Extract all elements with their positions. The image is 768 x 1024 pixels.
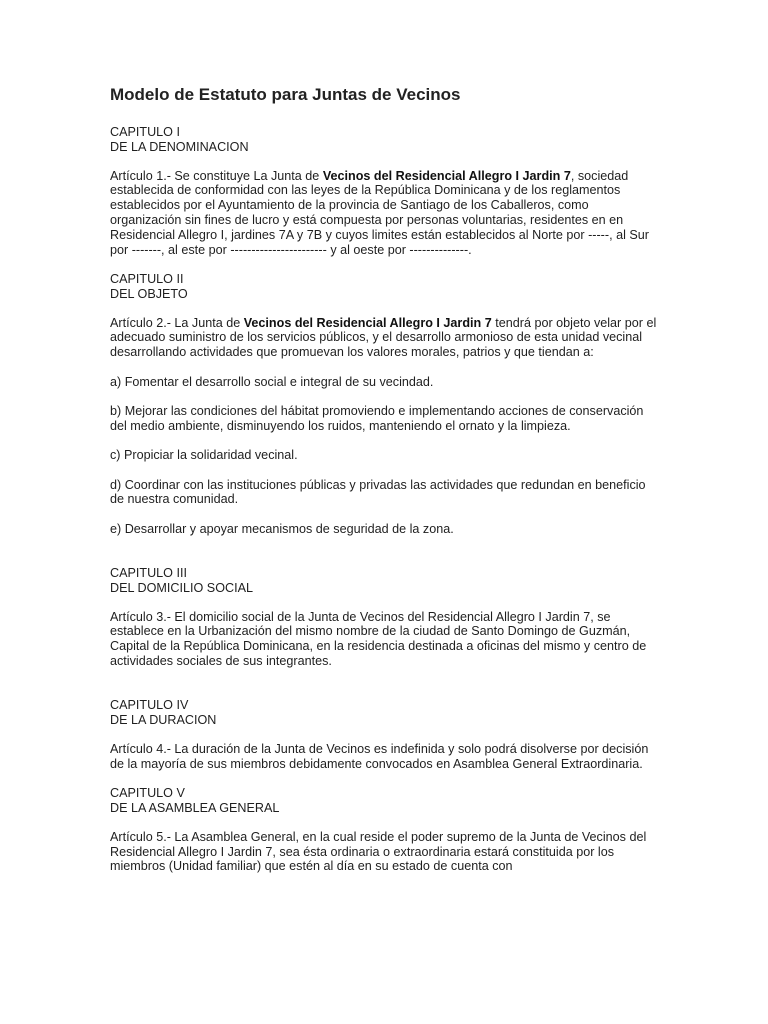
document-page (110, 84, 660, 889)
chapter-number: CAPITULO IV (110, 698, 189, 713)
article-2-rest: tendrá por objeto velar por el adecuado suministro de los servicios públicos, y el desarrollo armonioso de esta unidad vecinal desarrollando actividades que promuevan los valores morales, patrios y que tiendan a: (110, 315, 657, 360)
chapter-name: DE LA DURACION (110, 713, 217, 728)
chapter-name: DEL DOMICILIO SOCIAL (110, 580, 253, 595)
chapter-1-heading (110, 125, 660, 155)
spacer (110, 683, 660, 698)
list-item-d: d) Coordinar con las instituciones públicas y privadas las actividades que redundan en beneficio de nuestra comunidad. (110, 477, 646, 507)
chapter-name: DE LA DENOMINACION (110, 139, 249, 154)
list-item-e: e) Desarrollar y apoyar mecanismos de seguridad de la zona. (110, 521, 454, 536)
chapter-4-heading (110, 698, 660, 728)
article-2-intro: Artículo 2.- La Junta de (110, 315, 244, 330)
chapter-number: CAPITULO II (110, 271, 184, 286)
article-1-bold-name: Vecinos del Residencial Allegro I Jardin 7 (322, 168, 571, 183)
chapter-name: DE LA ASAMBLEA GENERAL (110, 801, 280, 816)
chapter-name: DEL OBJETO (110, 286, 188, 301)
article-1-rest: , sociedad establecida de conformidad con las leyes de la República Dominicana y de los reglamentos establecidos por el Ayuntamiento de la provincia de Santiago de los Caballeros, como organización sin fines de lucro y está compuesta por personas voluntarias, residentes en en Residencial Allegro I, jardines 7A y 7B y cuyos limites están establecidos al Norte por -----, al Sur por -------, al este por ----------------------- y al oeste por --------------. (110, 168, 649, 257)
chapter-number: CAPITULO I (110, 125, 180, 139)
list-item-c: c) Propiciar la solidaridad vecinal. (110, 448, 298, 463)
list-item-a: a) Fomentar el desarrollo social e integral de su vecindad. (110, 374, 434, 389)
chapter-number: CAPITULO III (110, 566, 187, 581)
chapter-3-heading (110, 566, 660, 596)
chapter-5-heading (110, 786, 660, 816)
document-title: Modelo de Estatuto para Juntas de Vecinos (110, 85, 461, 104)
chapter-number: CAPITULO V (110, 786, 185, 801)
article-4: Artículo 4.- La duración de la Junta de Vecinos es indefinida y solo podrá disolverse por decisión de la mayoría de sus miembros debidamente convocados en Asamblea General Extraordinaria. (110, 742, 649, 771)
article-2-bold-name: Vecinos del Residencial Allegro I Jardin 7 (243, 315, 492, 330)
spacer (110, 551, 660, 566)
article-5: Artículo 5.- La Asamblea General, en la cual reside el poder supremo de la Junta de Vecinos del Residencial Allegro I Jardin 7, sea ésta ordinaria o extraordinaria estará constituida por los miembros (Unidad familiar) que estén al día en su estado de cuenta con (110, 829, 647, 874)
chapter-2-heading (110, 272, 660, 302)
article-2 (110, 316, 660, 360)
article-1 (110, 169, 660, 258)
list-item-b: b) Mejorar las condiciones del hábitat promoviendo e implementando acciones de conservación del medio ambiente, disminuyendo los ruidos, manteniendo el ornato y la limpieza. (110, 403, 644, 433)
article-1-intro: Artículo 1.- Se constituye La Junta de (110, 168, 323, 183)
article-3: Artículo 3.- El domicilio social de la Junta de Vecinos del Residencial Allegro I Jardin 7, se establece en la Urbanización del mismo nombre de la ciudad de Santo Domingo de Guzmán, Capital de la República Dominicana, en la residencia destinada a oficinas del mismo y centro de actividades sociales de sus integrantes. (110, 609, 647, 669)
